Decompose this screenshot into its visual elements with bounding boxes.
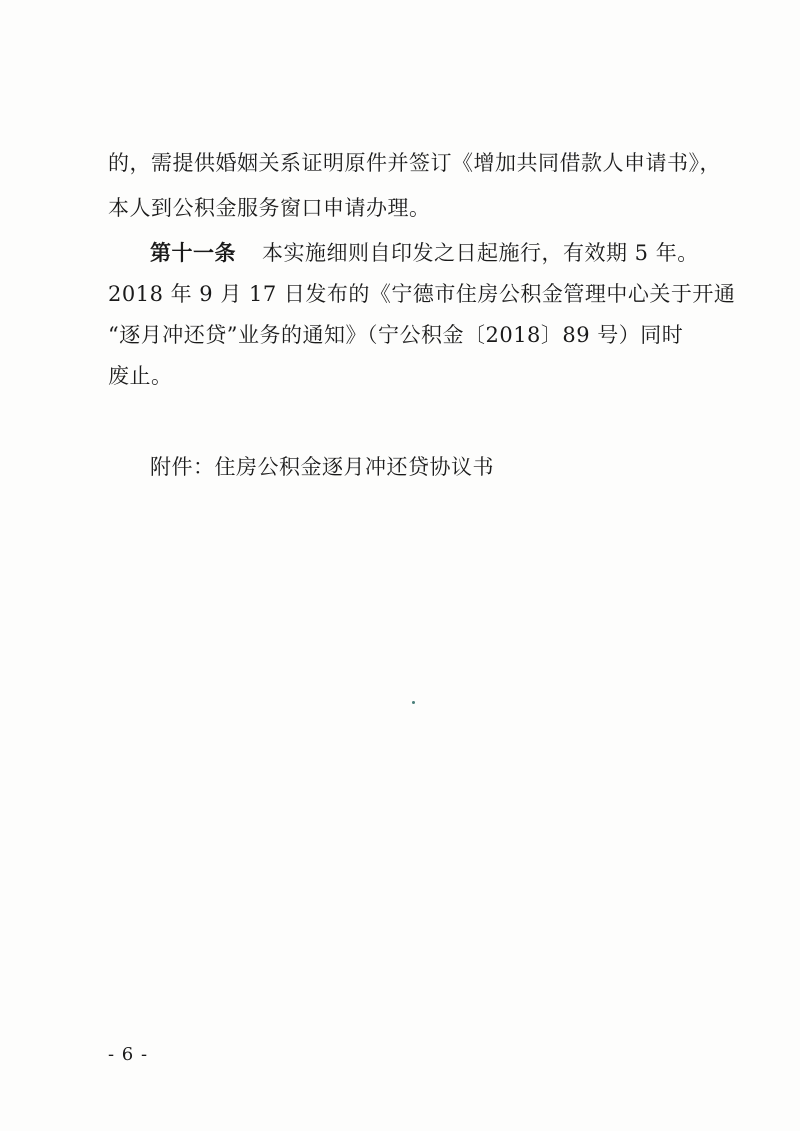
paragraph-line-2: 本人到公积金服务窗口申请办理。	[108, 196, 431, 220]
paragraph-line-6: 废止。	[108, 364, 173, 388]
attachment-line: 附件：住房公积金逐月冲还贷协议书	[150, 455, 494, 479]
paragraph-line-1: 的，需提供婚姻关系证明原件并签订《增加共同借款人申请书》，	[108, 151, 721, 175]
article-label: 第十一条	[150, 240, 236, 265]
paragraph-line-5: “逐月冲还贷”业务的通知》（宁公积金〔2018〕89 号）同时	[108, 323, 684, 347]
paragraph-line-4: 2018 年 9 月 17 日发布的《宁德市住房公积金管理中心关于开通	[108, 282, 736, 306]
scan-speck	[412, 701, 415, 704]
article-text: 本实施细则自印发之日起施行，有效期 5 年。	[262, 241, 699, 265]
page-number: - 6 -	[108, 1044, 149, 1065]
article-eleven-line	[150, 238, 699, 268]
